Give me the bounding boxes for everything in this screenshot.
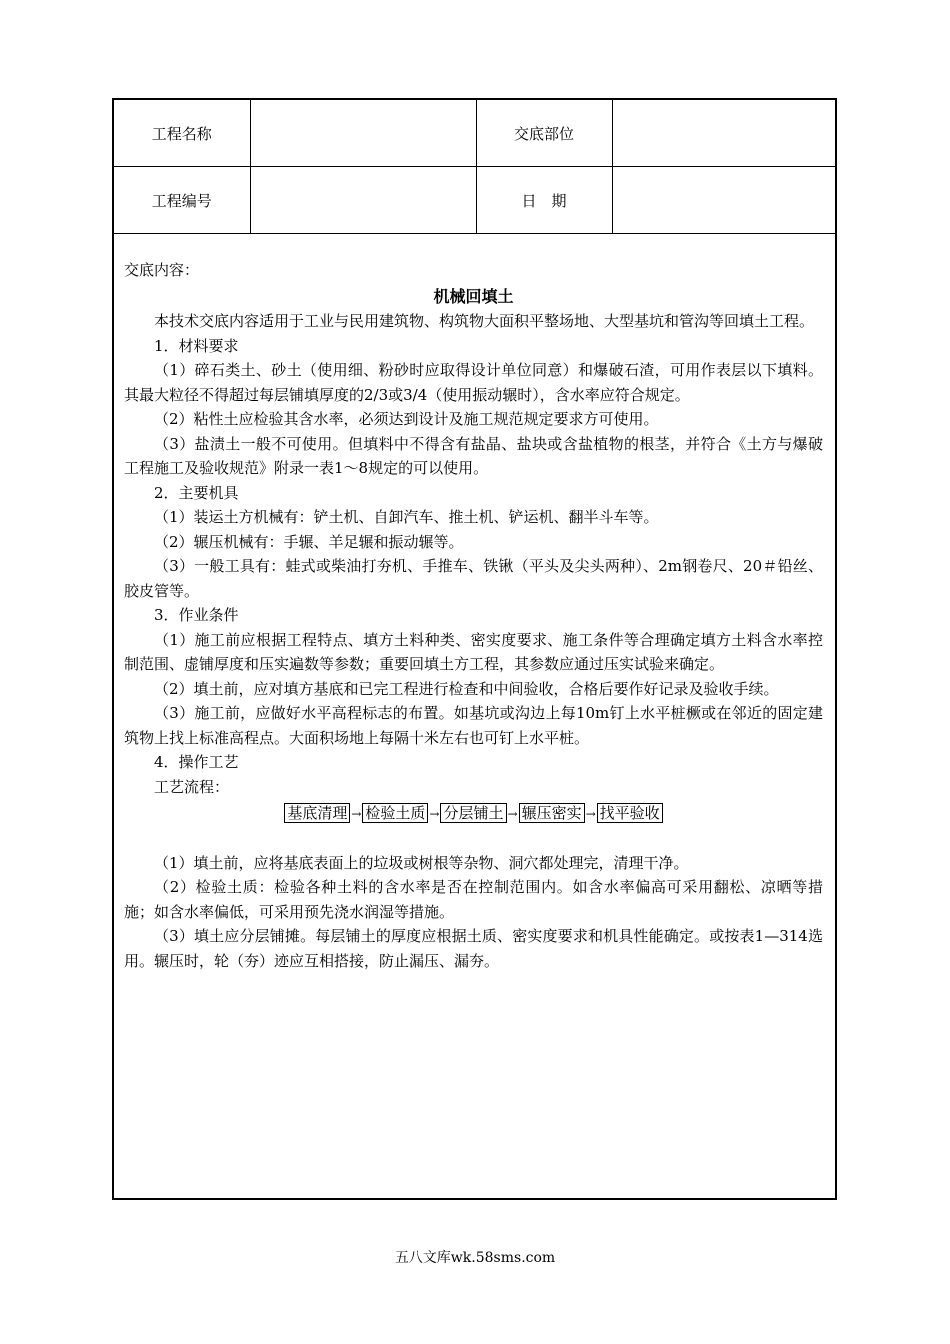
content-body <box>124 258 823 973</box>
flow-step: 分层铺土 <box>440 803 506 823</box>
content-label: 交底内容： <box>124 261 200 279</box>
location-value[interactable] <box>612 100 835 167</box>
flow-arrow-icon: → <box>429 807 440 821</box>
section-1-item-3: （3）盐渍土一般不可使用。但填料中不得含有盐晶、盐块或含盐植物的根茎，并符合《土方与爆破工程施工及验收规范》附录一表1～8规定的可以使用。 <box>124 434 823 477</box>
intro-paragraph: 本技术交底内容适用于工业与民用建筑物、构筑物大面积平整场地、大型基坑和管沟等回填土工程。 <box>154 312 815 330</box>
process-flow <box>124 801 823 827</box>
date-value[interactable] <box>612 167 835 234</box>
section-1-item-1: （1）碎石类土、砂土（使用细、粉砂时应取得设计单位同意）和爆破石渣，可用作表层以下填料。其最大粒径不得超过每层铺填厚度的2/3或3/4（使用振动辗时），含水率应符合规定。 <box>124 361 823 404</box>
flow-arrow-icon: → <box>351 807 362 821</box>
date-label: 日 期 <box>476 167 612 234</box>
flow-arrow-icon: → <box>585 807 596 821</box>
section-4-item-3: （3）填土应分层铺摊。每层铺土的厚度应根据土质、密实度要求和机具性能确定。或按表1—314选用。辗压时，轮（夯）迹应互相搭接，防止漏压、漏夯。 <box>124 927 823 970</box>
section-3-item-2: （2）填土前，应对填方基底和已完工程进行检查和中间验收，合格后要作好记录及验收手续。 <box>154 679 779 698</box>
header-table <box>114 100 835 234</box>
flow-label: 工艺流程： <box>154 777 230 796</box>
section-1-item-2: （2）粘性土应检验其含水率，必须达到设计及施工规范规定要求方可使用。 <box>154 410 659 428</box>
section-3-item-3: （3）施工前，应做好水平高程标志的布置。如基坑或沟边上每10m钉上水平桩橛或在邻近的固定建筑物上找上标准高程点。大面积场地上每隔十米左右也可钉上水平桩。 <box>124 704 823 747</box>
document-title: 机械回填土 <box>433 286 514 306</box>
section-2-heading: 2．主要机具 <box>154 483 239 502</box>
flow-arrow-icon: → <box>507 807 518 821</box>
location-label: 交底部位 <box>476 100 612 167</box>
project-no-label: 工程编号 <box>114 167 250 234</box>
section-3-item-1: （1）施工前应根据工程特点、填方土料种类、密实度要求、施工条件等合理确定填方土料含水率控制范围、虚铺厚度和压实遍数等参数；重要回填土方工程，其参数应通过压实试验来确定。 <box>124 630 823 673</box>
section-4-item-2: （2）检验土质：检验各种土料的含水率是否在控制范围内。如含水率偏高可采用翻松、凉晒等措施；如含水率偏低，可采用预先浇水润湿等措施。 <box>124 878 823 921</box>
disclosure-form <box>112 98 837 1200</box>
flow-step: 辗压密实 <box>519 803 585 823</box>
project-name-value[interactable] <box>250 100 476 167</box>
flow-step: 检验土质 <box>362 803 428 823</box>
flow-step: 找平验收 <box>597 803 663 823</box>
section-2-item-2: （2）辗压机械有：手辗、羊足辗和振动辗等。 <box>154 532 464 551</box>
section-3-heading: 3．作业条件 <box>154 606 239 624</box>
section-1-heading: 1．材料要求 <box>154 336 239 355</box>
project-name-label: 工程名称 <box>114 100 250 167</box>
footer-watermark: 五八文库wk.58sms.com <box>394 1250 556 1266</box>
section-2-item-3: （3）一般工具有：蛙式或柴油打夯机、手推车、铁锹（平头及尖头两种）、2m钢卷尺、20＃铅丝、胶皮管等。 <box>124 557 823 600</box>
section-4-item-1: （1）填土前，应将基底表面上的垃圾或树根等杂物、洞穴都处理完，清理干净。 <box>154 853 689 872</box>
project-no-value[interactable] <box>250 167 476 234</box>
section-4-heading: 4．操作工艺 <box>154 753 239 771</box>
flow-step: 基底清理 <box>284 803 350 823</box>
section-2-item-1: （1）装运土方机械有：铲土机、自卸汽车、推土机、铲运机、翻半斗车等。 <box>154 508 659 526</box>
